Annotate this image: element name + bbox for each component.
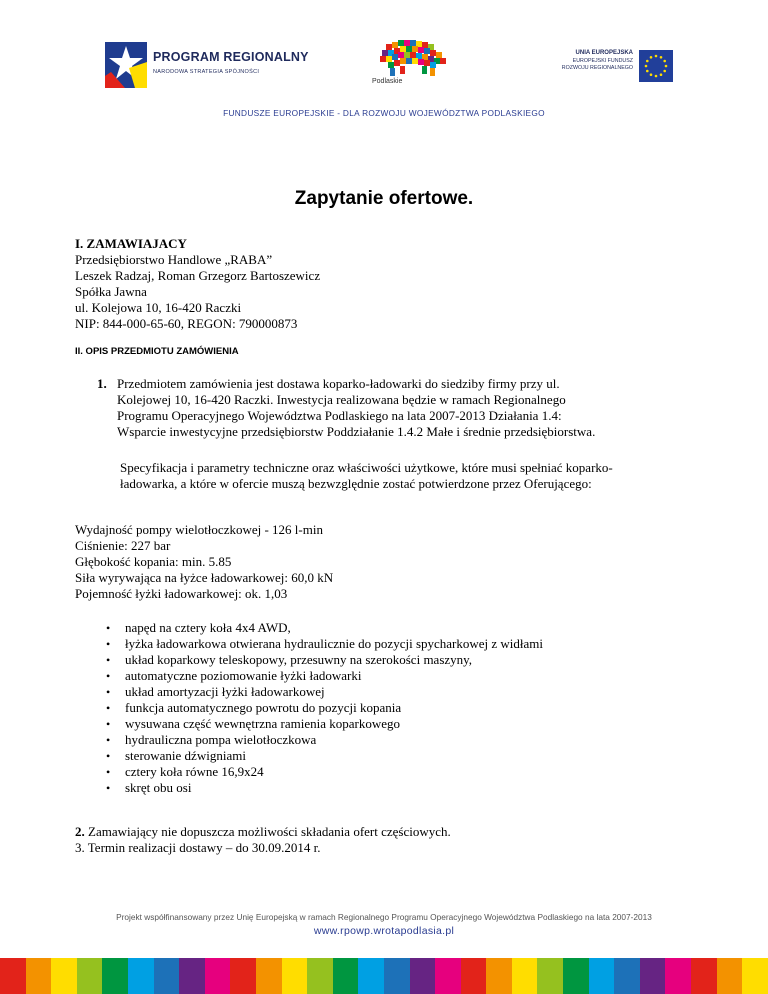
item1-number: 1. (97, 376, 107, 391)
item1-line: Wsparcie inwestycyjne przedsiębiorstw Poddziałanie 1.4.2 Małe i średnie przedsiębiorstwa. (117, 424, 596, 439)
feature-item: • skręt obu osi (106, 780, 543, 796)
item1-line: Przedmiotem zamówienia jest dostawa koparko-ładowarki do siedziby firmy przy ul. (117, 376, 560, 391)
footer-color-stripe (0, 958, 768, 994)
stripe-segment (589, 958, 615, 994)
stripe-segment (230, 958, 256, 994)
stripe-segment (512, 958, 538, 994)
feature-item: • automatyczne poziomowanie łyżki ładowarki (106, 668, 543, 684)
stripe-segment (77, 958, 103, 994)
stripe-segment (282, 958, 308, 994)
feature-item: • sterowanie dźwigniami (106, 748, 543, 764)
section1-line: NIP: 844-000-65-60, REGON: 790000873 (75, 316, 298, 331)
stripe-segment (128, 958, 154, 994)
program-subtitle: NARODOWA STRATEGIA SPÓJNOŚCI (153, 69, 260, 75)
point2-number: 2. (75, 824, 85, 839)
podlaskie-label: Podlaskie (372, 78, 403, 85)
eu-logo (533, 50, 673, 84)
item1-line: Programu Operacyjnego Województwa Podlaskiego na lata 2007-2013 Działania 1.4: (117, 408, 562, 423)
section2-heading: II. OPIS PRZEDMIOTU ZAMÓWIENIA (75, 346, 239, 357)
section1-line: Przedsiębiorstwo Handlowe „RABA” (75, 252, 273, 267)
specification-paragraph (120, 460, 613, 492)
parameters-list (75, 522, 333, 602)
stripe-segment (486, 958, 512, 994)
eu-text (562, 50, 633, 73)
feature-item: • hydrauliczna pompa wielotłoczkowa (106, 732, 543, 748)
stripe-segment (384, 958, 410, 994)
section1-heading: I. ZAMAWIAJACY (75, 236, 187, 251)
item-1 (97, 376, 595, 440)
feature-item: • funkcja automatycznego powrotu do pozycji kopania (106, 700, 543, 716)
feature-item: • układ amortyzacji łyżki ładowarkowej (106, 684, 543, 700)
footer-cofinancing-note: Projekt współfinansowany przez Unię Europejską w ramach Regionalnego Programu Operacyjnego Województwa Podlaskiego na lata 2007-2013 (116, 912, 652, 922)
header-tagline: FUNDUSZE EUROPEJSKIE - DLA ROZWOJU WOJEWÓDZTWA PODLASKIEGO (223, 108, 545, 118)
stripe-segment (435, 958, 461, 994)
stripe-segment (51, 958, 77, 994)
stripe-segment (640, 958, 666, 994)
point2-text: Zamawiający nie dopuszcza możliwości składania ofert częściowych. (84, 824, 451, 839)
stripe-segment (102, 958, 128, 994)
parameter-line: Pojemność łyżki ładowarkowej: ok. 1,03 (75, 586, 288, 601)
stripe-segment (537, 958, 563, 994)
parameter-line: Wydajność pompy wielotłoczkowej - 126 l-min (75, 522, 323, 537)
parameter-line: Siła wyrywająca na łyżce ładowarkowej: 60,0 kN (75, 570, 334, 585)
stripe-segment (307, 958, 333, 994)
stripe-segment (691, 958, 717, 994)
parameter-line: Głębokość kopania: min. 5.85 (75, 554, 232, 569)
stripe-segment (461, 958, 487, 994)
feature-item: • łyżka ładowarkowa otwierana hydraulicznie do pozycji spycharkowej z widłami (106, 636, 543, 652)
stripe-segment (26, 958, 52, 994)
program-regionalny-logo (105, 42, 309, 92)
feature-item: • napęd na cztery koła 4x4 AWD, (106, 620, 543, 636)
program-title: PROGRAM REGIONALNY (153, 50, 309, 64)
eu-line1: UNIA EUROPEJSKA (575, 50, 633, 56)
feature-item: • wysuwana część wewnętrzna ramienia koparkowego (106, 716, 543, 732)
stripe-segment (179, 958, 205, 994)
stripe-segment (717, 958, 743, 994)
eu-flag-icon (639, 50, 673, 82)
section1-line: Spółka Jawna (75, 284, 147, 299)
item1-line: Kolejowej 10, 16-420 Raczki. Inwestycja realizowana będzie w ramach Regionalnego (117, 392, 566, 407)
stripe-segment (333, 958, 359, 994)
section1-line: Leszek Radzaj, Roman Grzegorz Bartoszewicz (75, 268, 321, 283)
stripe-segment (665, 958, 691, 994)
stripe-segment (410, 958, 436, 994)
stripe-segment (205, 958, 231, 994)
feature-item: • układ koparkowy teleskopowy, przesuwny na szerokości maszyny, (106, 652, 543, 668)
spec-line: Specyfikacja i parametry techniczne oraz właściwości użytkowe, które musi spełniać koparko- (120, 460, 613, 475)
parameter-line: Ciśnienie: 227 bar (75, 538, 171, 553)
section-zamawiajacy (75, 236, 320, 332)
stripe-segment (742, 958, 768, 994)
stripe-segment (0, 958, 26, 994)
stripe-segment (563, 958, 589, 994)
eu-line2: EUROPEJSKI FUNDUSZ (572, 57, 633, 64)
eu-line3: ROZWOJU REGIONALNEGO (561, 65, 633, 71)
footer-website-link[interactable]: www.rpowp.wrotapodlasia.pl (313, 925, 455, 937)
program-star-icon (105, 42, 147, 88)
stripe-segment (256, 958, 282, 994)
feature-item: • cztery koła równe 16,9x24 (106, 764, 543, 780)
features-list (106, 620, 543, 796)
point-3: 3. Termin realizacji dostawy – do 30.09.2014 r. (75, 840, 321, 855)
spec-line: ładowarka, a które w ofercie muszą bezwzględnie zostać potwierdzone przez Oferującego: (120, 476, 592, 491)
document-title: Zapytanie ofertowe. (294, 188, 474, 209)
point-2 (75, 824, 451, 840)
podlaskie-logo (372, 38, 454, 88)
stripe-segment (154, 958, 180, 994)
section1-line: ul. Kolejowa 10, 16-420 Raczki (75, 300, 242, 315)
stripe-segment (614, 958, 640, 994)
final-points (75, 824, 451, 856)
bison-mosaic-icon (372, 38, 454, 78)
stripe-segment (358, 958, 384, 994)
